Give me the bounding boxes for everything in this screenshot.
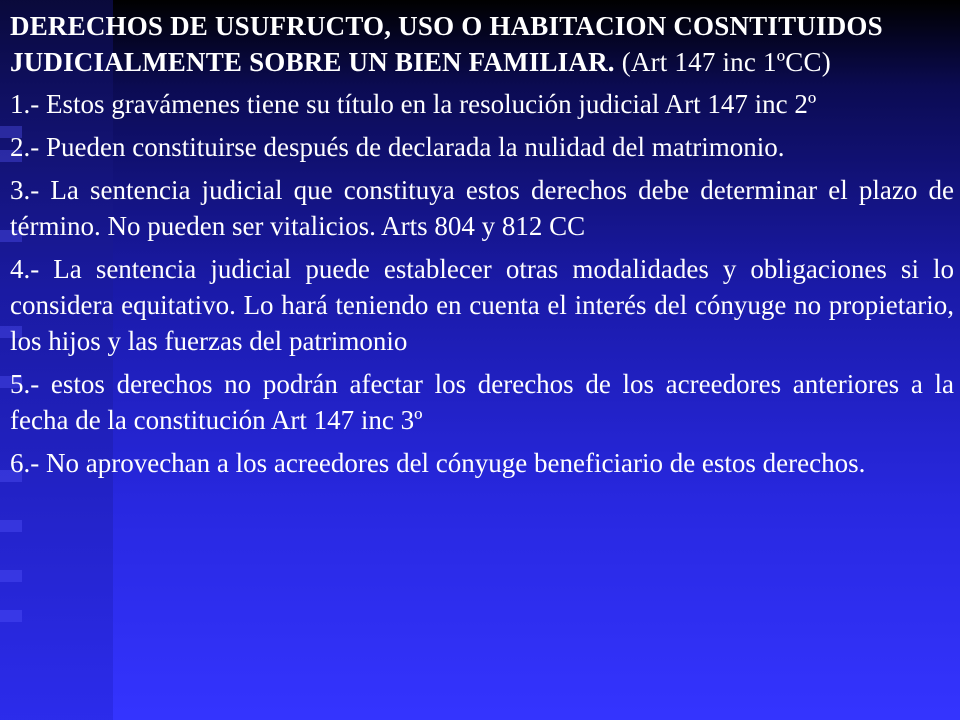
band-notch (0, 520, 22, 532)
point-6: 6.- No aprovechan a los acreedores del cónyuge beneficiario de estos derechos. (10, 448, 866, 478)
slide-title (10, 8, 954, 80)
slide-title-main: DERECHOS DE USUFRUCTO, USO O HABITACION COSNTITUIDOS JUDICIALMENTE SOBRE UN BIEN FAMILIAR. (10, 11, 883, 77)
slide-content (10, 8, 954, 488)
band-notch (0, 570, 22, 582)
point-2: 2.- Pueden constituirse después de declarada la nulidad del matrimonio. (10, 132, 785, 162)
band-notch (0, 610, 22, 622)
slide-title-reference: (Art 147 inc 1ºCC) (621, 47, 831, 77)
point-3: 3.- La sentencia judicial que constituya estos derechos debe determinar el plazo de término. No pueden ser vitalicios. Arts 804 y 812 CC (10, 175, 954, 241)
point-1: 1.- Estos gravámenes tiene su título en la resolución judicial Art 147 inc 2º (10, 89, 817, 119)
point-4: 4.- La sentencia judicial puede establecer otras modalidades y obligaciones si lo considera equitativo. Lo hará teniendo en cuenta el interés del cónyuge no propietario, los hijos y las fuerzas del patrimonio (10, 254, 954, 356)
point-5: 5.- estos derechos no podrán afectar los derechos de los acreedores anteriores a la fecha de la constitución Art 147 inc 3º (10, 369, 954, 435)
